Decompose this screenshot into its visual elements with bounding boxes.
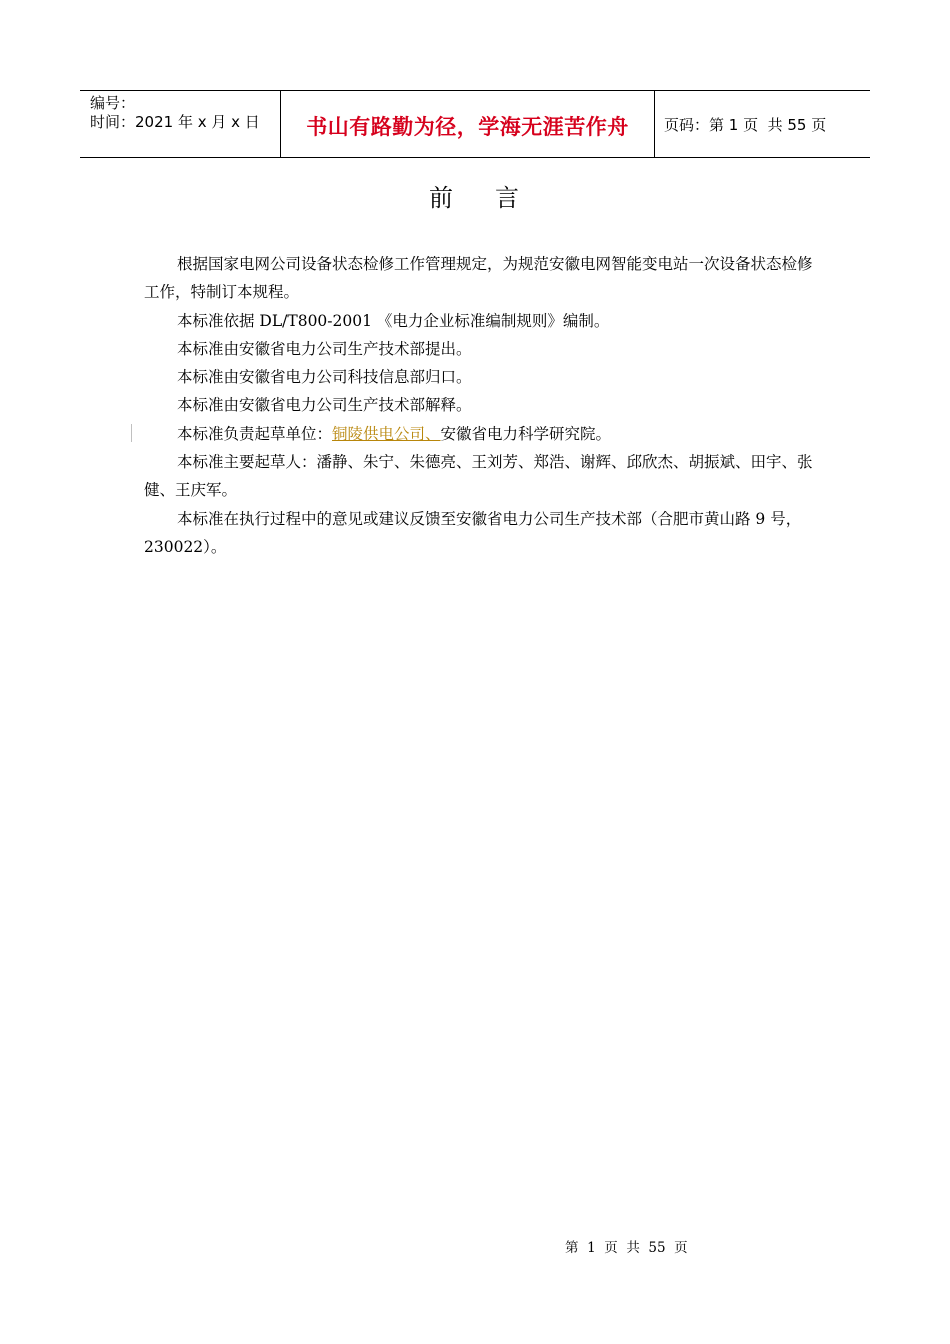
document-header xyxy=(80,90,870,158)
drafting-unit-suffix: 安徽省电力科学研究院。 xyxy=(440,424,612,443)
header-slogan: 书山有路勤为径，学海无涯苦作舟 xyxy=(306,115,629,139)
margin-change-bar xyxy=(131,424,132,442)
paragraph-managed-by: 本标准由安徽省电力公司科技信息部归口。 xyxy=(177,368,472,387)
title-char-2: 言 xyxy=(495,184,521,212)
page-title xyxy=(0,178,950,213)
paragraph-drafters: 本标准主要起草人：潘静、朱宁、朱德亮、王刘芳、郑浩、谢辉、邱欣杰、胡振斌、田宇、张健、王庆军。 xyxy=(144,453,813,500)
header-meta xyxy=(80,91,281,157)
paragraph-proposed-by: 本标准由安徽省电力公司生产技术部提出。 xyxy=(177,339,472,358)
header-slogan-cell xyxy=(281,91,655,157)
drafting-unit-prefix: 本标准负责起草单位： xyxy=(177,424,333,443)
document-body xyxy=(144,250,814,561)
header-page-info: 页码：第 1 页 共 55 页 xyxy=(664,115,827,134)
title-char-1: 前 xyxy=(429,184,455,212)
paragraph-interpreted-by: 本标准由安徽省电力公司生产技术部解释。 xyxy=(177,396,472,415)
page-footer: 第 1 页 共 55 页 xyxy=(565,1240,688,1256)
document-number-label: 编号： xyxy=(90,94,136,112)
paragraph-purpose: 根据国家电网公司设备状态检修工作管理规定，为规范安徽电网智能变电站一次设备状态检修工作，特制订本规程。 xyxy=(144,255,813,302)
drafting-unit-link[interactable]: 铜陵供电公司、 xyxy=(332,424,441,443)
header-page-info-cell xyxy=(655,91,870,157)
paragraph-basis: 本标准依据 DL/T800-2001 《电力企业标准编制规则》编制。 xyxy=(177,311,610,330)
paragraph-drafting-unit xyxy=(144,420,814,448)
document-time-label: 时间：2021 年 x 月 x 日 xyxy=(90,113,260,131)
paragraph-feedback: 本标准在执行过程中的意见或建议反馈至安徽省电力公司生产技术部（合肥市黄山路 9 号，230022）。 xyxy=(144,509,802,556)
